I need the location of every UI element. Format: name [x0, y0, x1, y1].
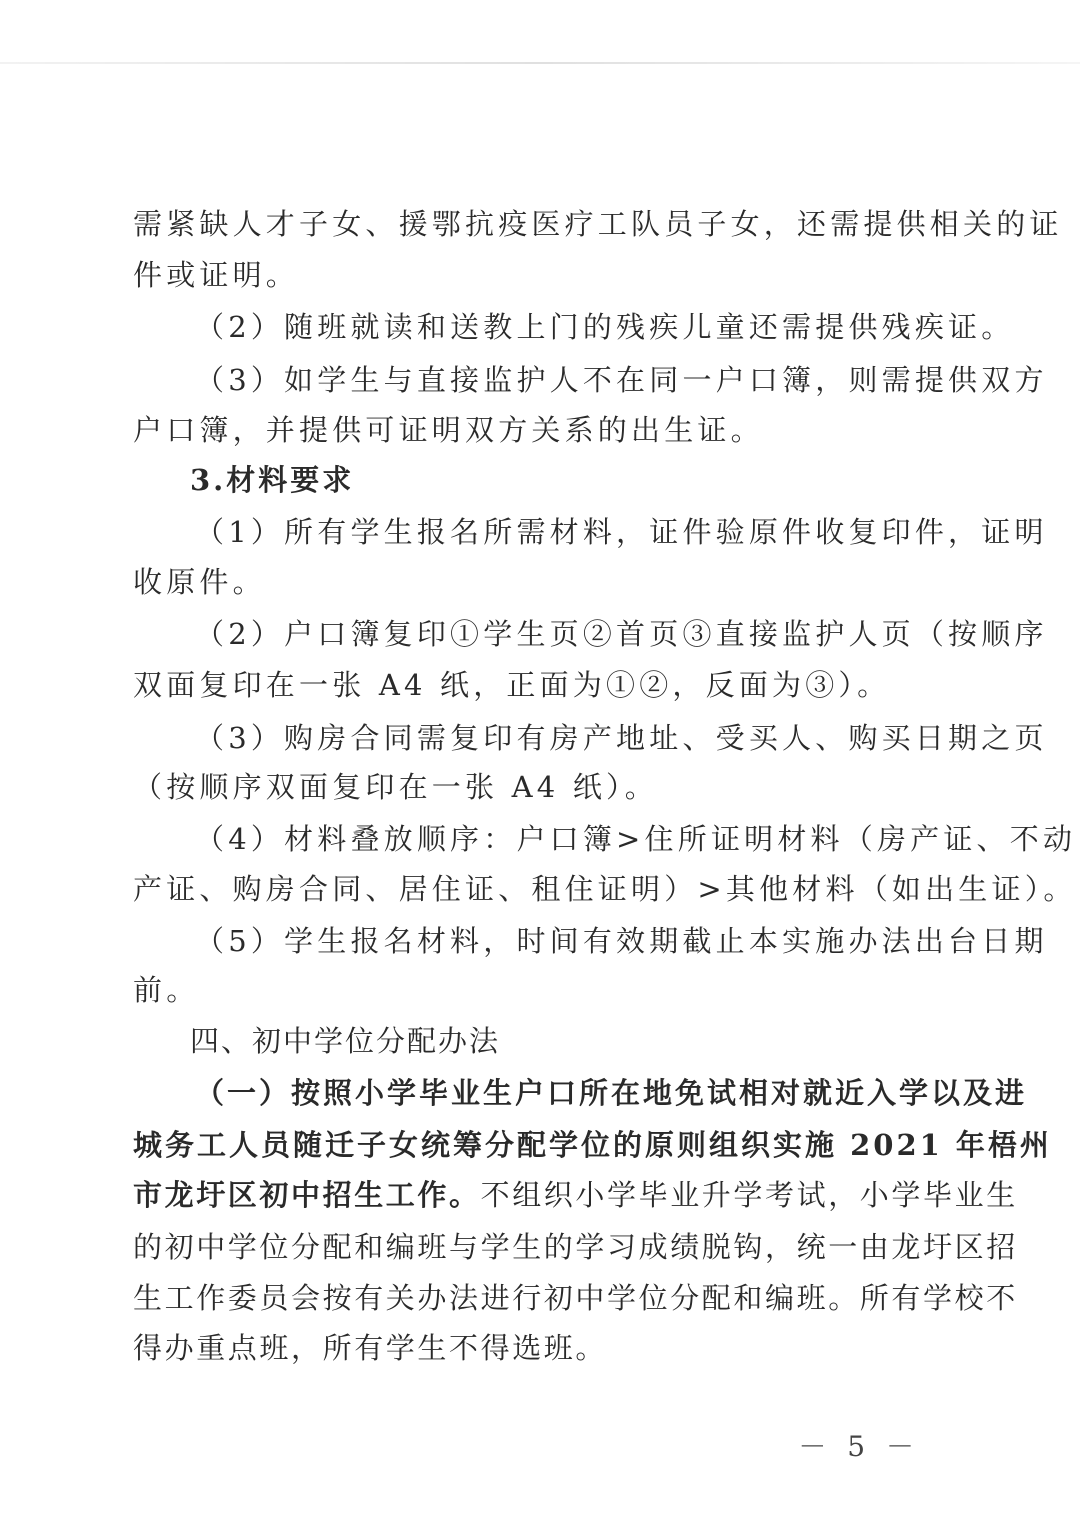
- paragraph-line: 生工作委员会按有关办法进行初中学位分配和编班。所有学校不: [133, 1281, 1018, 1315]
- paragraph-line: （4）材料叠放顺序：户口簿>住所证明材料（房产证、不动: [195, 822, 1077, 856]
- page-number: － 5 －: [798, 1430, 920, 1463]
- paragraph-line: 收原件。: [133, 565, 266, 599]
- paragraph-line: （2）随班就读和送教上门的残疾儿童还需提供残疾证。: [195, 310, 1015, 344]
- paragraph-line: （5）学生报名材料，时间有效期截止本实施办法出台日期: [195, 924, 1048, 958]
- section-heading: 四、初中学位分配办法: [190, 1024, 501, 1058]
- mixed-paragraph-line: [133, 1175, 1018, 1215]
- paragraph-line: （1）所有学生报名所需材料，证件验原件收复印件，证明: [195, 515, 1048, 549]
- bold-paragraph-line: （一）按照小学毕业生户口所在地免试相对就近入学以及进: [195, 1076, 1028, 1110]
- bold-segment: 市龙圩区初中招生工作。: [133, 1178, 481, 1212]
- bold-paragraph-line: 城务工人员随迁子女统筹分配学位的原则组织实施 2021 年梧州: [133, 1128, 1052, 1162]
- section-subheading: 3.材料要求: [190, 463, 355, 497]
- paragraph-line: （2）户口簿复印①学生页②首页③直接监护人页（按顺序: [195, 617, 1048, 651]
- scan-edge-line: [0, 62, 1080, 64]
- paragraph-line: 前。: [133, 973, 200, 1007]
- paragraph-line: 得办重点班，所有学生不得选班。: [133, 1331, 608, 1365]
- paragraph-line: 户口簿，并提供可证明双方关系的出生证。: [133, 413, 764, 447]
- paragraph-line: 双面复印在一张 A4 纸，正面为①②，反面为③）。: [133, 668, 891, 702]
- paragraph-line: 产证、购房合同、居住证、租住证明）>其他材料（如出生证）。: [133, 872, 1077, 906]
- normal-segment: 不组织小学毕业升学考试，小学毕业生: [480, 1178, 1018, 1212]
- paragraph-line: 需紧缺人才子女、援鄂抗疫医疗工队员子女，还需提供相关的证: [133, 207, 1063, 241]
- paragraph-line: （3）购房合同需复印有房产地址、受买人、购买日期之页: [195, 721, 1048, 755]
- paragraph-line: 的初中学位分配和编班与学生的学习成绩脱钩，统一由龙圩区招: [133, 1230, 1018, 1264]
- paragraph-line: （3）如学生与直接监护人不在同一户口簿，则需提供双方: [195, 363, 1048, 397]
- paragraph-line: 件或证明。: [133, 258, 300, 292]
- paragraph-line: （按顺序双面复印在一张 A4 纸）。: [133, 770, 658, 804]
